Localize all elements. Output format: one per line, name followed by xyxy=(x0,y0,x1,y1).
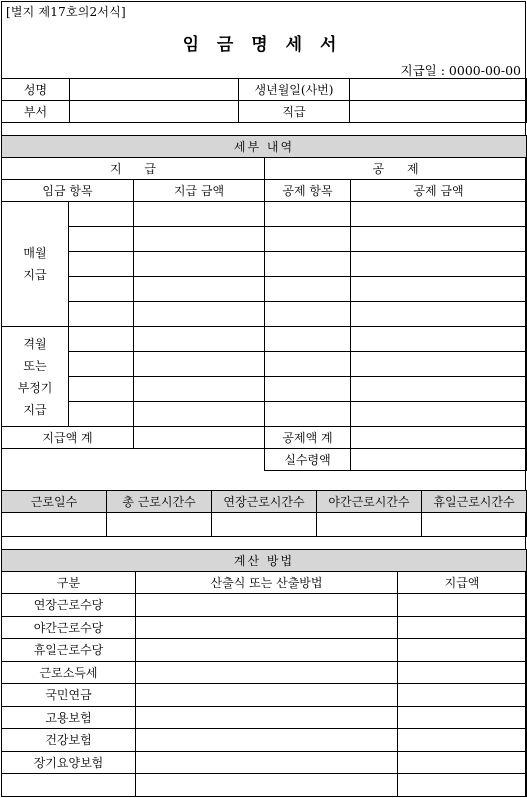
deduction-item-cell[interactable] xyxy=(265,327,351,352)
pay-amount-cell[interactable] xyxy=(134,352,265,377)
calc-amount-cell[interactable] xyxy=(398,594,527,617)
calc-row-label: 고용보험 xyxy=(2,706,136,729)
pay-amount-header: 지급 금액 xyxy=(134,180,265,202)
calc-formula-cell[interactable] xyxy=(136,661,398,684)
calc-row-label: 장기요양보험 xyxy=(2,751,136,774)
deduction-item-cell[interactable] xyxy=(265,377,351,402)
calc-row-label: 국민연금 xyxy=(2,684,136,707)
calc-amount-cell[interactable] xyxy=(398,616,527,639)
deduction-amount-cell[interactable] xyxy=(351,327,527,352)
holiday-hours-header: 휴일근로시간수 xyxy=(422,491,527,513)
deduction-amount-cell[interactable] xyxy=(351,277,527,302)
irregular-line-4: 지급 xyxy=(23,402,47,417)
calc-formula-cell[interactable] xyxy=(136,706,398,729)
pay-item-header: 임금 항목 xyxy=(2,180,134,202)
irregular-line-1: 격월 xyxy=(23,336,47,351)
work-days-value[interactable] xyxy=(2,513,107,537)
calc-row-label: 근로소득세 xyxy=(2,661,136,684)
deduction-item-cell[interactable] xyxy=(265,202,351,227)
details-section-title: 세부 내역 xyxy=(2,136,527,158)
birth-label: 생년월일(사번) xyxy=(239,79,350,101)
deduction-amount-cell[interactable] xyxy=(351,402,527,427)
irregular-pay-group xyxy=(2,327,69,427)
deduction-item-cell[interactable] xyxy=(265,302,351,327)
birth-field[interactable] xyxy=(350,79,527,101)
deduction-item-cell[interactable] xyxy=(265,227,351,252)
deduction-item-cell[interactable] xyxy=(265,402,351,427)
pay-amount-cell[interactable] xyxy=(134,302,265,327)
name-label: 성명 xyxy=(2,79,70,101)
payment-header: 지 급 xyxy=(2,158,265,180)
position-field[interactable] xyxy=(350,101,527,123)
calc-formula-cell[interactable] xyxy=(136,594,398,617)
deduction-item-header: 공제 항목 xyxy=(265,180,351,202)
document-title: 임 금 명 세 서 xyxy=(182,35,343,55)
irregular-line-2: 또는 xyxy=(23,358,47,373)
pay-item-cell[interactable] xyxy=(69,202,134,227)
calc-amount-cell[interactable] xyxy=(398,706,527,729)
calc-amount-header: 지급액 xyxy=(398,572,527,594)
deduction-amount-cell[interactable] xyxy=(351,377,527,402)
total-hours-header: 총 근로시간수 xyxy=(107,491,212,513)
pay-amount-cell[interactable] xyxy=(134,227,265,252)
dept-label: 부서 xyxy=(2,101,70,123)
pay-item-cell[interactable] xyxy=(69,352,134,377)
calc-row-label: 휴일근로수당 xyxy=(2,639,136,662)
night-hours-value[interactable] xyxy=(317,513,422,537)
deduction-total-label: 공제액 계 xyxy=(265,427,351,449)
night-hours-header: 야간근로시간수 xyxy=(317,491,422,513)
calc-amount-cell[interactable] xyxy=(398,639,527,662)
deduction-header: 공 제 xyxy=(265,158,527,180)
deduction-amount-cell[interactable] xyxy=(351,202,527,227)
monthly-line-1: 매월 xyxy=(23,246,47,260)
net-pay-label: 실수령액 xyxy=(265,449,351,471)
position-label: 직급 xyxy=(239,101,350,123)
pay-total-label: 지급액 계 xyxy=(2,427,134,449)
pay-item-cell[interactable] xyxy=(69,277,134,302)
pay-amount-cell[interactable] xyxy=(134,252,265,277)
calc-amount-cell[interactable] xyxy=(398,684,527,707)
work-days-header: 근로일수 xyxy=(2,491,107,513)
pay-item-cell[interactable] xyxy=(69,402,134,427)
calc-section-title: 계산 방법 xyxy=(2,550,527,572)
deduction-amount-cell[interactable] xyxy=(351,227,527,252)
dept-field[interactable] xyxy=(70,101,239,123)
name-field[interactable] xyxy=(70,79,239,101)
net-pay-value[interactable] xyxy=(351,449,527,471)
pay-amount-cell[interactable] xyxy=(134,277,265,302)
calc-row-label: 연장근로수당 xyxy=(2,594,136,617)
payment-details-table xyxy=(1,135,527,471)
pay-total-value[interactable] xyxy=(134,427,265,449)
calculation-method-table xyxy=(1,549,527,797)
monthly-line-2: 지급 xyxy=(23,268,47,282)
calc-row-label: 야간근로수당 xyxy=(2,616,136,639)
pay-item-cell[interactable] xyxy=(69,327,134,352)
deduction-amount-cell[interactable] xyxy=(351,352,527,377)
pay-date: 지급일 : 0000-00-00 xyxy=(400,63,521,78)
pay-amount-cell[interactable] xyxy=(134,202,265,227)
blank-area xyxy=(2,449,265,471)
monthly-pay-group xyxy=(2,202,69,327)
deduction-total-value[interactable] xyxy=(351,427,527,449)
calc-formula-cell[interactable] xyxy=(136,639,398,662)
deduction-item-cell[interactable] xyxy=(265,277,351,302)
pay-amount-cell[interactable] xyxy=(134,327,265,352)
deduction-amount-header: 공제 금액 xyxy=(351,180,527,202)
total-hours-value[interactable] xyxy=(107,513,212,537)
holiday-hours-value[interactable] xyxy=(422,513,527,537)
deduction-amount-cell[interactable] xyxy=(351,252,527,277)
calc-row-label xyxy=(2,774,136,797)
calc-formula-cell[interactable] xyxy=(136,729,398,752)
calc-formula-cell[interactable] xyxy=(136,751,398,774)
calc-formula-cell[interactable] xyxy=(136,616,398,639)
calc-formula-header: 산출식 또는 산출방법 xyxy=(136,572,398,594)
calc-amount-cell[interactable] xyxy=(398,774,527,797)
calc-amount-cell[interactable] xyxy=(398,661,527,684)
calc-row-label: 건강보험 xyxy=(2,729,136,752)
overtime-hours-value[interactable] xyxy=(212,513,317,537)
pay-amount-cell[interactable] xyxy=(134,377,265,402)
pay-item-cell[interactable] xyxy=(69,227,134,252)
irregular-line-3: 부정기 xyxy=(17,380,53,395)
deduction-item-cell[interactable] xyxy=(265,252,351,277)
calc-category-header: 구분 xyxy=(2,572,136,594)
employee-info-table xyxy=(1,78,527,123)
work-hours-table xyxy=(1,490,527,537)
pay-item-cell[interactable] xyxy=(69,377,134,402)
overtime-hours-header: 연장근로시간수 xyxy=(212,491,317,513)
form-number-note: [별지 제17호의2서식] xyxy=(6,5,126,19)
calc-amount-cell[interactable] xyxy=(398,751,527,774)
pay-amount-cell[interactable] xyxy=(134,402,265,427)
calc-amount-cell[interactable] xyxy=(398,729,527,752)
calc-formula-cell[interactable] xyxy=(136,684,398,707)
calc-formula-cell[interactable] xyxy=(136,774,398,797)
pay-item-cell[interactable] xyxy=(69,302,134,327)
pay-item-cell[interactable] xyxy=(69,252,134,277)
deduction-item-cell[interactable] xyxy=(265,352,351,377)
deduction-amount-cell[interactable] xyxy=(351,302,527,327)
